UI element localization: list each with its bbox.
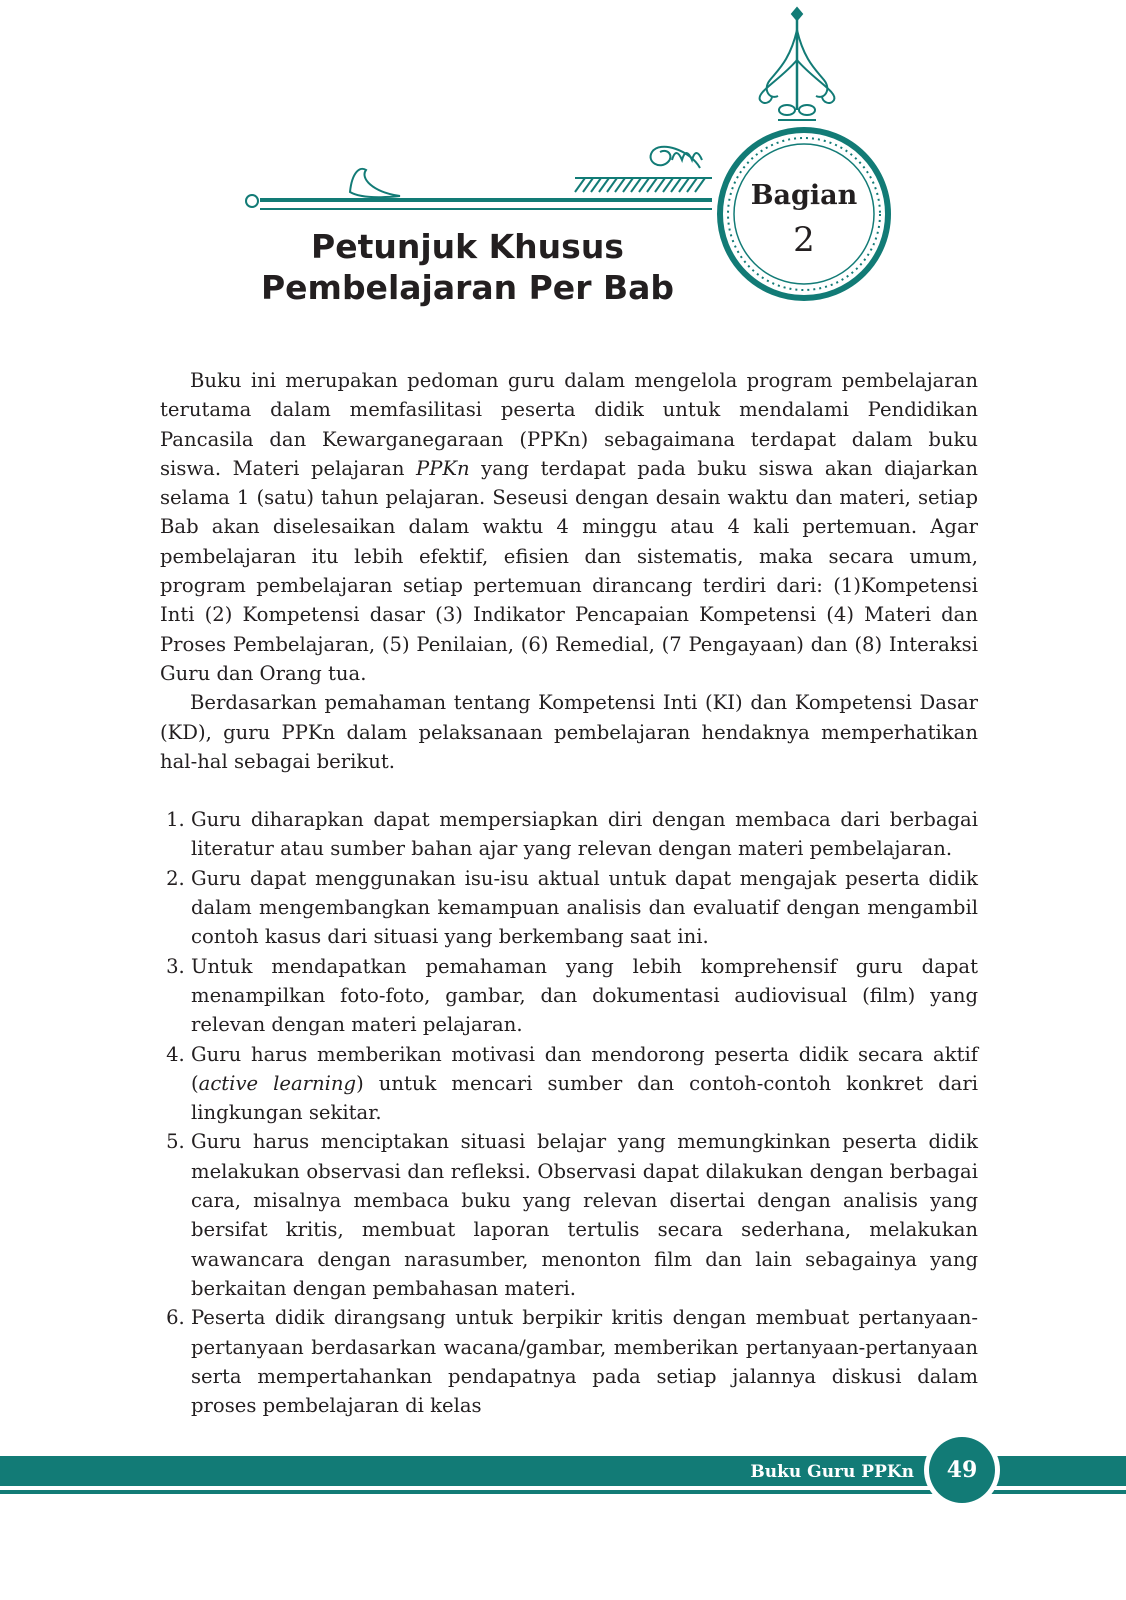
badge-label: Bagian	[750, 180, 858, 211]
list-item: 2. Guru dapat menggunakan isu-isu aktual untuk dapat mengajak peserta didik dalam mengembangkan kemampuan analisis dan evaluatif dengan mengambil contoh kasus dari situasi yang berkembang saat ini.	[191, 864, 978, 952]
list-item-text-b: ) untuk mencari sumber dan contoh-contoh konkret dari lingkungan sekitar.	[191, 1071, 978, 1125]
section-badge	[718, 128, 890, 300]
footer-book-title: Buku Guru PPKn	[750, 1462, 914, 1482]
page-number-badge	[924, 1432, 1000, 1508]
guideline-list	[160, 805, 978, 1420]
title-line-1: Petunjuk Khusus	[311, 227, 624, 266]
list-item: 1. Guru diharapkan dapat mempersiapkan diri dengan membaca dari berbagai literatur atau sumber bahan ajar yang relevan dengan materi pembelajaran.	[191, 805, 978, 864]
page-number: 49	[929, 1437, 995, 1503]
body-text	[160, 366, 978, 1420]
paragraph-1-text-a: Buku ini merupakan pedoman guru dalam mengelola program pembelajaran terutama dalam memfasilitasi peserta didik untuk mendalami Pendidikan Pancasila dan Kewarganegaraan (PPKn) sebagaimana terdapat dalam buku siswa. Materi pelajaran	[160, 369, 978, 480]
list-item	[191, 1040, 978, 1128]
paragraph-1-text-b: yang terdapat pada buku siswa akan diajarkan selama 1 (satu) tahun pelajaran. Seseusi dengan desain waktu dan materi, setiap Bab akan diselesaikan dalam waktu 4 minggu atau 4 kali pertemuan. Agar pembelajaran itu lebih efektif, efisien dan sistematis, maka secara umum, program pembelajaran setiap pertemuan dirancang terdiri dari: (1)Kompetensi Inti (2) Kompetensi dasar (3) Indikator Pencapaian Kompetensi (4) Materi dan Proses Pembelajaran, (5) Penilaian, (6) Remedial, (7 Pengayaan) dan (8) Interaksi Guru dan Orang tua.	[160, 456, 978, 685]
page-title	[230, 226, 705, 308]
paragraph-1	[160, 366, 978, 688]
list-item-italic: active learning	[198, 1071, 357, 1095]
list-item: 6. Peserta didik dirangsang untuk berpikir kritis dengan membuat pertanyaan-pertanyaan berdasarkan wacana/gambar, memberikan pertanyaan-pertanyaan serta mempertahankan pendapatnya pada setiap jalannya diskusi dalam proses pembelajaran di kelas	[191, 1303, 978, 1420]
list-item-text-a: Guru harus memberikan motivasi dan mendorong peserta didik secara aktif (	[191, 1042, 978, 1095]
paragraph-1-italic: PPKn	[416, 456, 470, 480]
paragraph-2: Berdasarkan pemahaman tentang Kompetensi Inti (KI) dan Kompetensi Dasar (KD), guru PPKn dalam pelaksanaan pembelajaran hendaknya memperhatikan hal-hal sebagai berikut.	[160, 691, 978, 773]
badge-number: 2	[793, 220, 815, 260]
list-item: 5. Guru harus menciptakan situasi belajar yang memungkinkan peserta didik melakukan observasi dan refleksi. Observasi dapat dilakukan dengan berbagai cara, misalnya membaca buku yang relevan disertai dengan analisis yang bersifat kritis, membuat laporan tertulis secara sederhana, melakukan wawancara dengan narasumber, menonton film dan lain sebagainya yang berkaitan dengan pembahasan materi.	[191, 1127, 978, 1303]
title-line-2: Pembelajaran Per Bab	[260, 268, 674, 307]
list-item: 3. Untuk mendapatkan pemahaman yang lebih komprehensif guru dapat menampilkan foto-foto, gambar, dan dokumentasi audiovisual (film) yang relevan dengan materi pelajaran.	[191, 952, 978, 1040]
